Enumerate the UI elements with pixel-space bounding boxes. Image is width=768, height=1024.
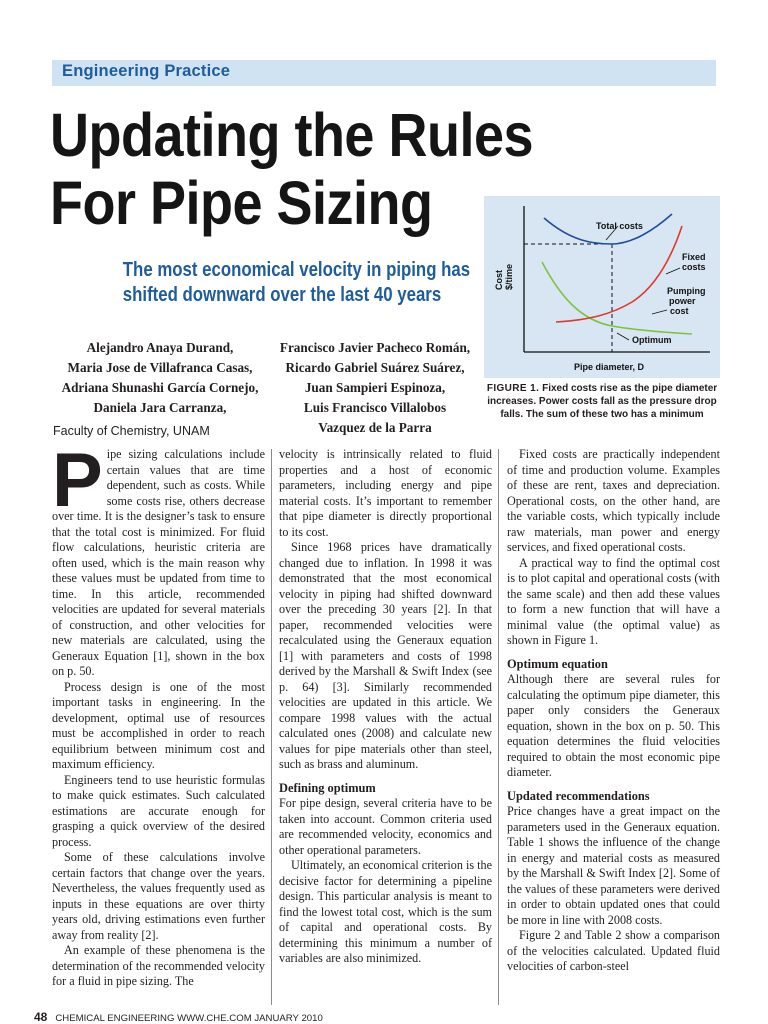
- paragraph: velocity is intrinsically related to fluid properties and a host of economic parameters, including energy and pipe material costs. It’s important to remember that pipe diameter is directly proportional to its cost.: [279, 447, 492, 539]
- article-title: [50, 102, 534, 238]
- y-axis-label-1: Cost: [494, 270, 504, 290]
- body-column-2: [279, 447, 492, 967]
- body-column-1: [52, 438, 265, 990]
- article-subtitle: [122, 258, 471, 308]
- author: Luis Francisco Villalobos: [303, 400, 447, 415]
- author: Ricardo Gabriel Suárez Suárez,: [285, 360, 465, 375]
- section-heading: Updated recommendations: [507, 788, 650, 803]
- paragraph: Ultimately, an economical criterion is the decisive factor for determining a pipeline design. This particular analysis is meant to find the lowest total cost, which is the sum of capital and operational costs. By determining this minimum a number of variables are also minimized.: [279, 858, 492, 965]
- page-footer: [34, 1010, 323, 1024]
- column-divider: [498, 449, 499, 1005]
- paragraph: Figure 2 and Table 2 show a comparison of the velocities calculated. Updated fluid velocities of carbon-steel: [507, 928, 720, 973]
- pumping-label-1: Pumping: [667, 286, 706, 296]
- caption-text: Fixed costs rise as the pipe diameter increases. Power costs fall as the pressure drop falls. The sum of these two has a minimum: [487, 383, 718, 420]
- fixed-costs-label-2: costs: [682, 262, 706, 272]
- subtitle-line-2: shifted downward over the last 40 years: [122, 284, 442, 306]
- paragraph: A practical way to find the optimal cost is to plot capital and operational costs (with the same scale) and then add these values to form a new function that will have a minimal value (the optimal value) as shown in Figure 1.: [507, 555, 720, 647]
- section-banner: [52, 60, 716, 86]
- authors-left: [50, 338, 270, 418]
- author: Alejandro Anaya Durand,: [86, 340, 234, 355]
- author: Vazquez de la Parra: [318, 420, 432, 435]
- fixed-leader: [666, 268, 680, 274]
- total-costs-label: Total costs: [596, 221, 643, 231]
- page-number: 48: [34, 1010, 48, 1024]
- section-heading: Optimum equation: [507, 656, 608, 671]
- optimum-leader: [617, 333, 629, 340]
- paragraph: Process design is one of the most important tasks in engineering. In the development, optimal use of resources must be accomplished in order to reach equilibrium between minimum cost and maximum efficiency.: [52, 679, 265, 771]
- author: Daniela Jara Carranza,: [93, 400, 227, 415]
- fixed-costs-label-1: Fixed: [682, 252, 706, 262]
- section-label: Engineering Practice: [62, 62, 231, 80]
- y-axis-label-2: $/time: [504, 263, 514, 290]
- author: Adriana Shunashi García Cornejo,: [61, 380, 259, 395]
- x-axis-label: Pipe diameter, D: [574, 362, 645, 372]
- affiliation: Faculty of Chemistry, UNAM: [53, 424, 210, 438]
- title-line-2: For Pipe Sizing: [50, 169, 433, 238]
- figure-1: [484, 196, 720, 378]
- paragraph: An example of these phenomena is the determination of the recommended velocity for a fluid in pipe sizing. The: [52, 943, 265, 988]
- paragraph: Fixed costs are practically independent of time and production volume. Examples of these are rent, taxes and depreciation. Operational costs, on the other hand, are the variable costs, which typically include raw materials, man power and energy services, and fixed operational costs.: [507, 447, 720, 554]
- caption-label: FIGURE 1.: [486, 383, 540, 394]
- section-heading: Defining optimum: [279, 780, 376, 795]
- column-divider: [271, 449, 272, 1005]
- pumping-label-3: cost: [670, 306, 689, 316]
- drop-cap: P: [52, 438, 103, 523]
- author: Maria Jose de Villafranca Casas,: [67, 360, 253, 375]
- author: Juan Sampieri Espinoza,: [304, 380, 446, 395]
- paragraph: Some of these calculations involve certain factors that change over the years. Nevertheless, the values frequently used as inputs in these equations are over thirty years old, driving estimations even further away from reality [2].: [52, 850, 265, 942]
- cost-diagram: [484, 196, 720, 378]
- paragraph: Price changes have a great impact on the parameters used in the Generaux equation. Table 1 shows the influence of the change in energy and material costs as measured by the Marshall & Swift Index [2]. Some of the values of these parameters were derived in order to obtain updated ones that could be more in line with 2008 costs.: [507, 804, 720, 927]
- paragraph: For pipe design, several criteria have to be taken into account. Common criteria used are recommended velocity, economics and other operational parameters.: [279, 796, 492, 857]
- paragraph: Engineers tend to use heuristic formulas to make quick estimates. Such calculated estimations are accurate enough for grasping a quick overview of the desired process.: [52, 772, 265, 849]
- paragraph: Since 1968 prices have dramatically changed due to inflation. In 1998 it was demonstrated that the most economical velocity in piping had shifted downward over the preceding 30 years [2]. In that paper, recommended velocities were recalculated using the Generaux equation [1] with parameters and costs of 1998 derived by the Marshall & Swift Index (see p. 64) [3]. Similarly recommended velocities are updated in this article. We compare 1998 values with the actual calculated ones (2008) and calculate new values for pipe materials other than steel, such as brass and aluminum.: [279, 540, 492, 771]
- footer-text: CHEMICAL ENGINEERING WWW.CHE.COM JANUARY 2010: [55, 1013, 323, 1024]
- figure-caption: [484, 383, 720, 421]
- pumping-label-2: power: [669, 296, 696, 306]
- paragraph: ipe sizing calculations include certain values that are time dependent, such as costs. While some costs rise, others decrease over time. It is the designer’s task to ensure that the total cost is minimized. For fluid flow calculations, heuristic criteria are often used, which is the main reason why these values must be updated from time to time. In this article, recommended velocities are updated for several materials of construction, and other velocities for new materials are calculated, using the Generaux Equation [1], shown in the box on p. 50.: [52, 447, 265, 678]
- title-line-1: Updating the Rules: [50, 102, 534, 170]
- body-column-3: [507, 447, 720, 975]
- authors-right: [265, 338, 485, 438]
- y-axis-label: [494, 264, 514, 290]
- author: Francisco Javier Pacheco Román,: [279, 340, 471, 355]
- paragraph: Although there are several rules for calculating the optimum pipe diameter, this paper only considers the Generaux equation, shown in the box on p. 50. This equation determines the fluid velocities required to obtain the most economic pipe diameter.: [507, 672, 720, 779]
- optimum-label: Optimum: [632, 335, 672, 345]
- subtitle-line-1: The most economical velocity in piping has: [122, 259, 471, 281]
- pumping-leader: [652, 310, 667, 314]
